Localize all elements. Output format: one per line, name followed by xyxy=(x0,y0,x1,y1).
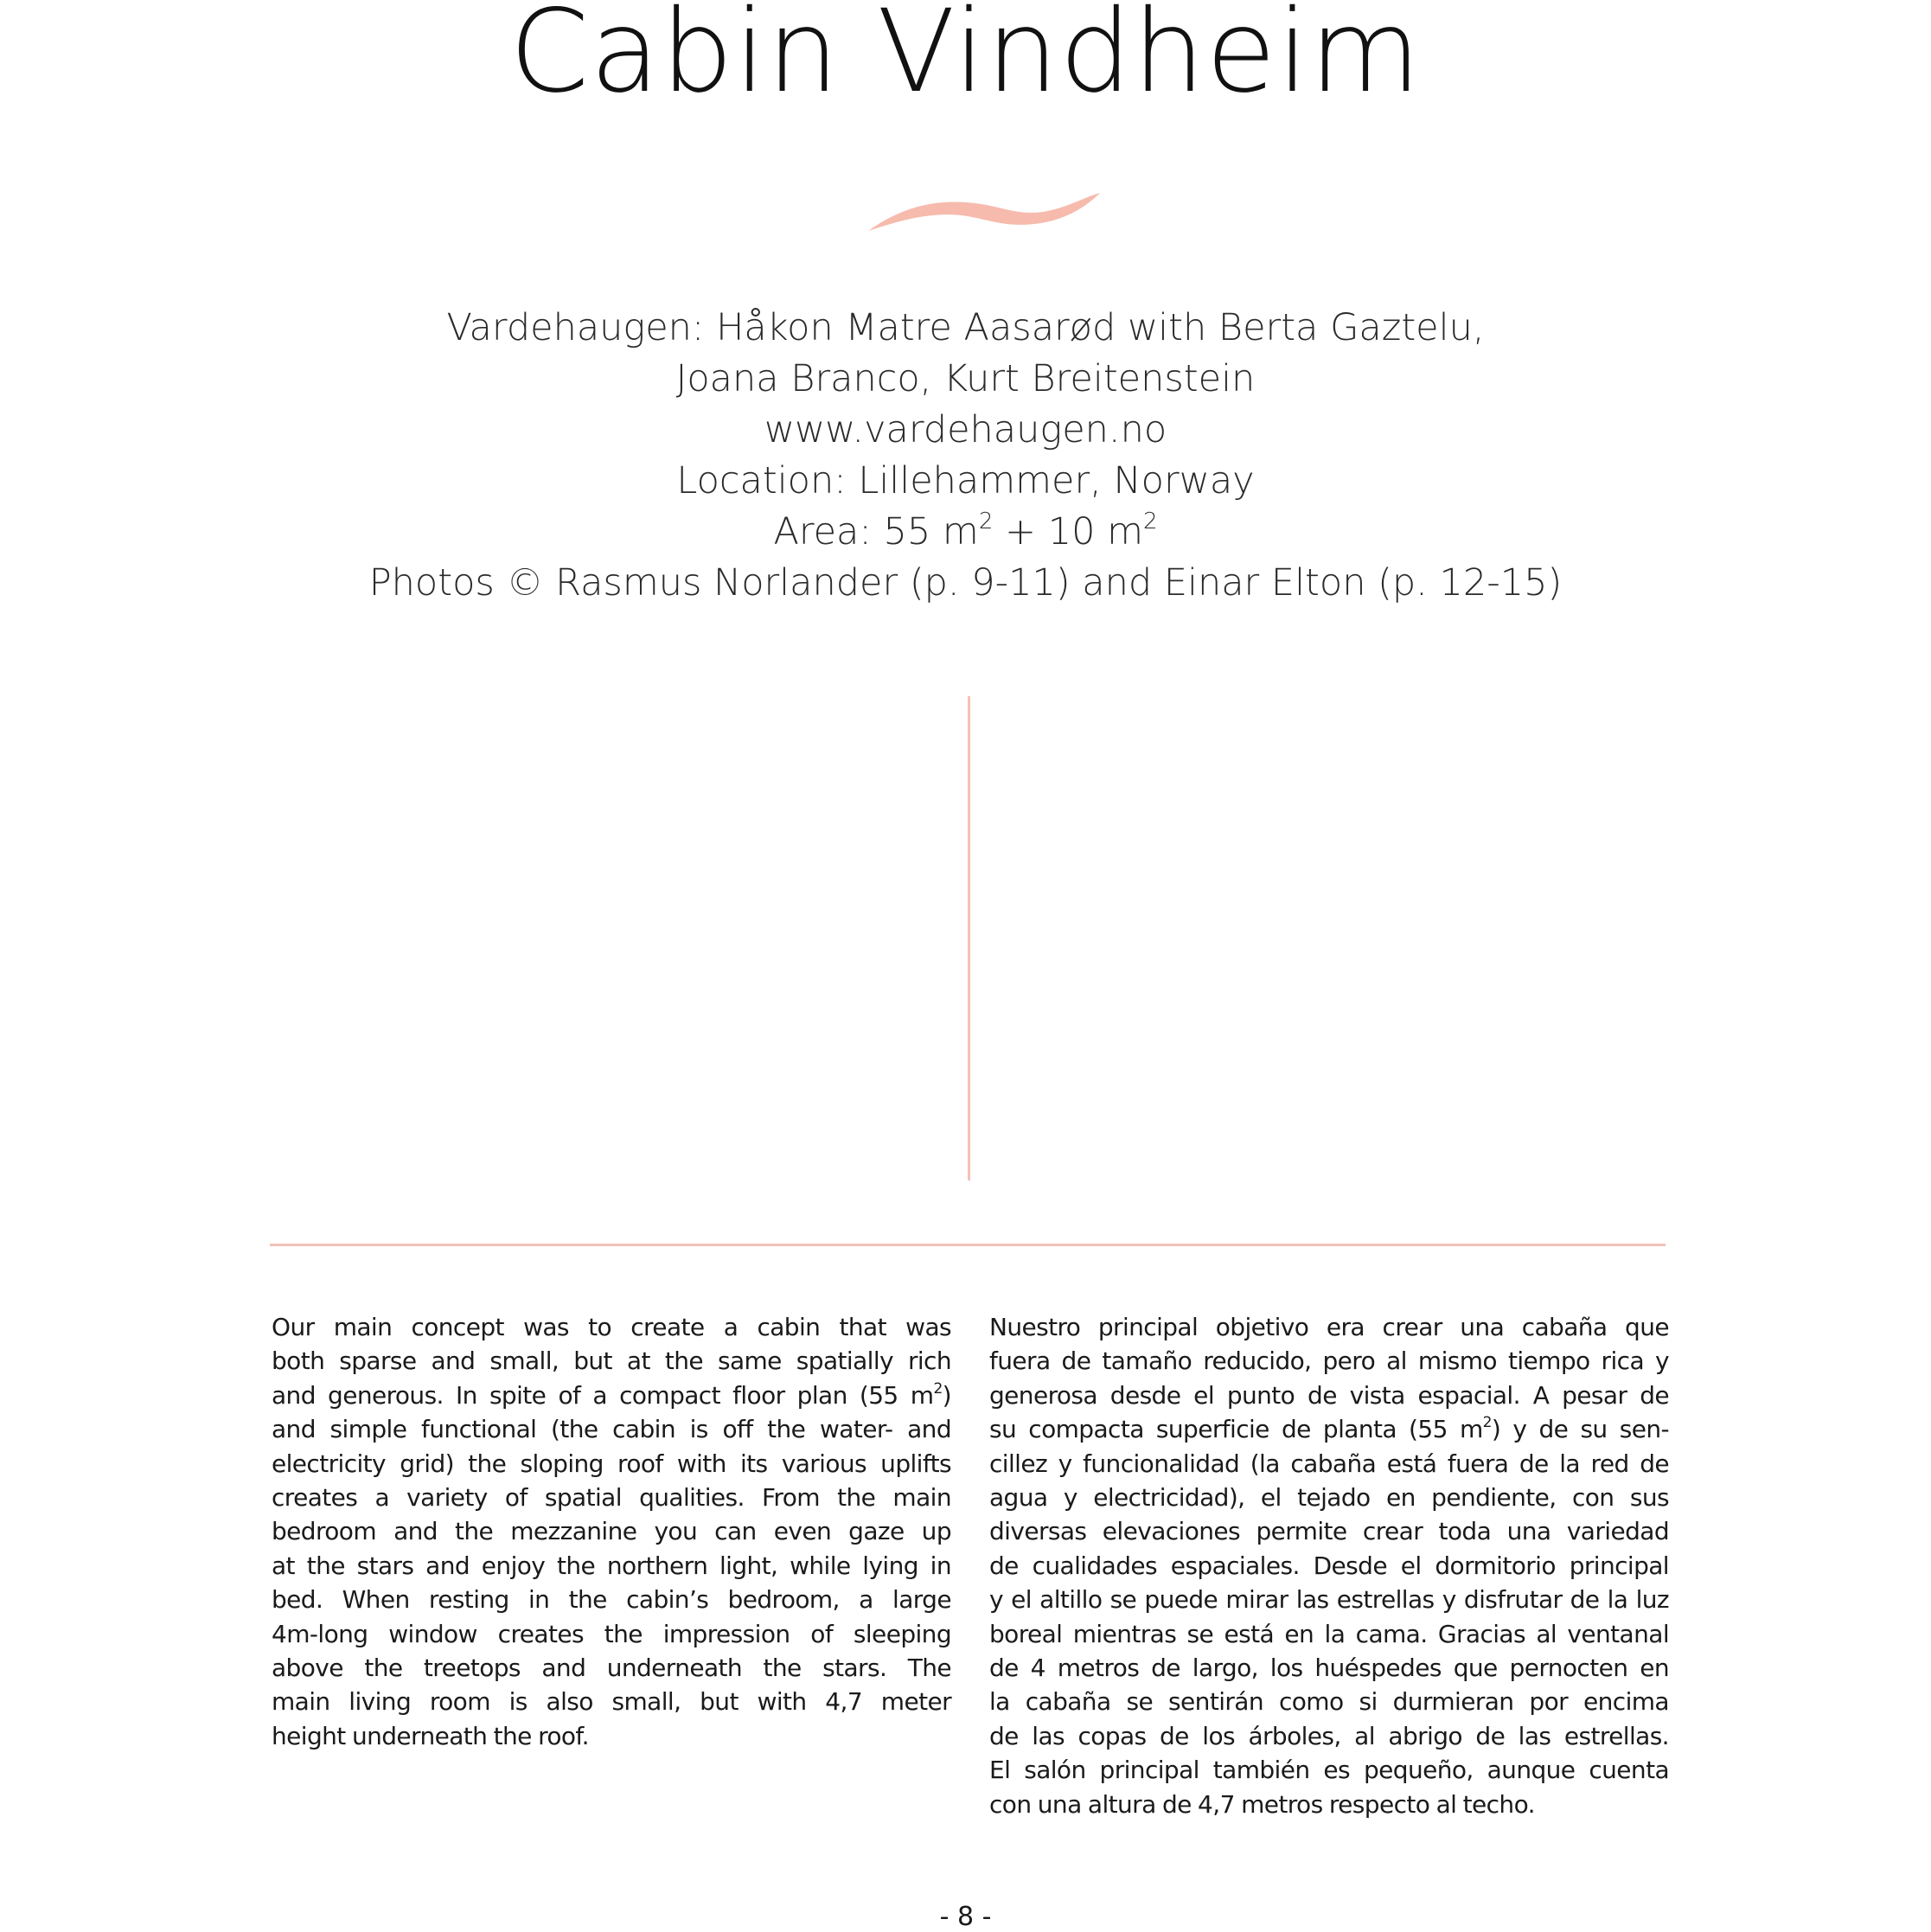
spanish-text-line: diversas elevaciones permite crear toda una variedad xyxy=(989,1517,1669,1546)
spanish-text-line: cillez y funcionalidad (la cabaña está fuera de la red de xyxy=(989,1449,1669,1478)
page-title: Cabin Vindheim xyxy=(509,0,1422,118)
credits-area xyxy=(0,507,1931,558)
english-text-line: height underneath the roof. xyxy=(272,1721,589,1750)
page-number: - 8 - xyxy=(939,1902,992,1932)
english-text-line: both sparse and small, but at the same spatially rich xyxy=(272,1347,951,1376)
english-text-line xyxy=(272,1379,951,1412)
spanish-text-line: generosa desde el punto de vista espacial. A pesar de xyxy=(989,1380,1669,1410)
english-text-line: 4m-long window creates the impression of sleeping xyxy=(272,1619,951,1648)
english-text-line: above the treetops and underneath the stars. The xyxy=(272,1654,951,1683)
spanish-text-line: boreal mientras se está en la cama. Gracias al ventanal xyxy=(989,1619,1669,1648)
area-prefix: Area: 55 m xyxy=(773,510,979,553)
english-text-line: creates a variety of spatial qualities. From the main xyxy=(272,1483,951,1513)
english-text-line: Our main concept was to create a cabin that was xyxy=(272,1313,951,1341)
spanish-text-line xyxy=(989,1412,1669,1446)
swash-shape xyxy=(868,193,1100,231)
english-text-fragment: and generous. In spite of a compact floor plan (55 m xyxy=(272,1380,934,1410)
decorative-swash-icon xyxy=(865,186,1103,238)
spanish-text-line: El salón principal también es pequeño, aunque cuenta xyxy=(989,1756,1669,1785)
spanish-text-line: con una altura de 4,7 metros respecto al techo. xyxy=(989,1789,1535,1819)
spanish-text-line: de cualidades espaciales. Desde el dormitorio principal xyxy=(989,1551,1669,1580)
spanish-text-fragment: su compacta superficie de planta (55 m xyxy=(989,1415,1483,1444)
spanish-superscript: 2 xyxy=(1482,1414,1492,1432)
spanish-text-fragment: ) y de su sen- xyxy=(1491,1415,1669,1444)
english-text-line: bedroom and the mezzanine you can even gaze up xyxy=(272,1517,951,1546)
spanish-text-line: y el altillo se puede mirar las estrellas y disfrutar de la luz xyxy=(989,1585,1669,1615)
spanish-text-column xyxy=(989,1310,1669,1821)
spanish-text-line: de 4 metros de largo, los huéspedes que pernocten en xyxy=(989,1654,1669,1683)
english-superscript: 2 xyxy=(933,1379,943,1398)
english-text-line: at the stars and enjoy the northern light, while lying in xyxy=(272,1551,951,1580)
spanish-text-line: Nuestro principal objetivo era crear una cabaña que xyxy=(989,1313,1669,1341)
area-superscript-2: 2 xyxy=(1143,509,1158,534)
english-text-line: electricity grid) the sloping roof with its various uplifts xyxy=(272,1449,951,1478)
spanish-text-line: la cabaña se sentirán como si durmieran por encima xyxy=(989,1687,1669,1717)
horizontal-divider xyxy=(270,1244,1666,1246)
english-text-line: and simple functional (the cabin is off the water- and xyxy=(272,1415,951,1444)
credits-location: Location: Lillehammer, Norway xyxy=(676,459,1255,502)
area-mid: + 10 m xyxy=(993,510,1144,553)
area-superscript: 2 xyxy=(978,509,994,534)
credits-collaborators: Joana Branco, Kurt Breitenstein xyxy=(675,357,1256,400)
english-text-column xyxy=(272,1310,951,1753)
spanish-text-line: de las copas de los árboles, al abrigo de las estrellas. xyxy=(989,1721,1669,1750)
spanish-text-line: fuera de tamaño reducido, pero al mismo tiempo rica y xyxy=(989,1347,1669,1376)
english-text-line: bed. When resting in the cabin’s bedroom, a large xyxy=(272,1585,951,1615)
english-text-fragment: ) xyxy=(942,1380,951,1410)
english-text-line: main living room is also small, but with 4,7 meter xyxy=(272,1687,951,1717)
vertical-divider xyxy=(968,696,970,1180)
credits-architects: Vardehaugen: Håkon Matre Aasarød with Berta Gaztelu, xyxy=(446,306,1485,349)
credits-block xyxy=(0,303,1931,609)
credits-website: www.vardehaugen.no xyxy=(764,408,1167,451)
spanish-text-line: agua y electricidad), el tejado en pendiente, con sus xyxy=(989,1483,1669,1513)
credits-photos: Photos © Rasmus Norlander (p. 9-11) and Einar Elton (p. 12-15) xyxy=(368,561,1563,605)
